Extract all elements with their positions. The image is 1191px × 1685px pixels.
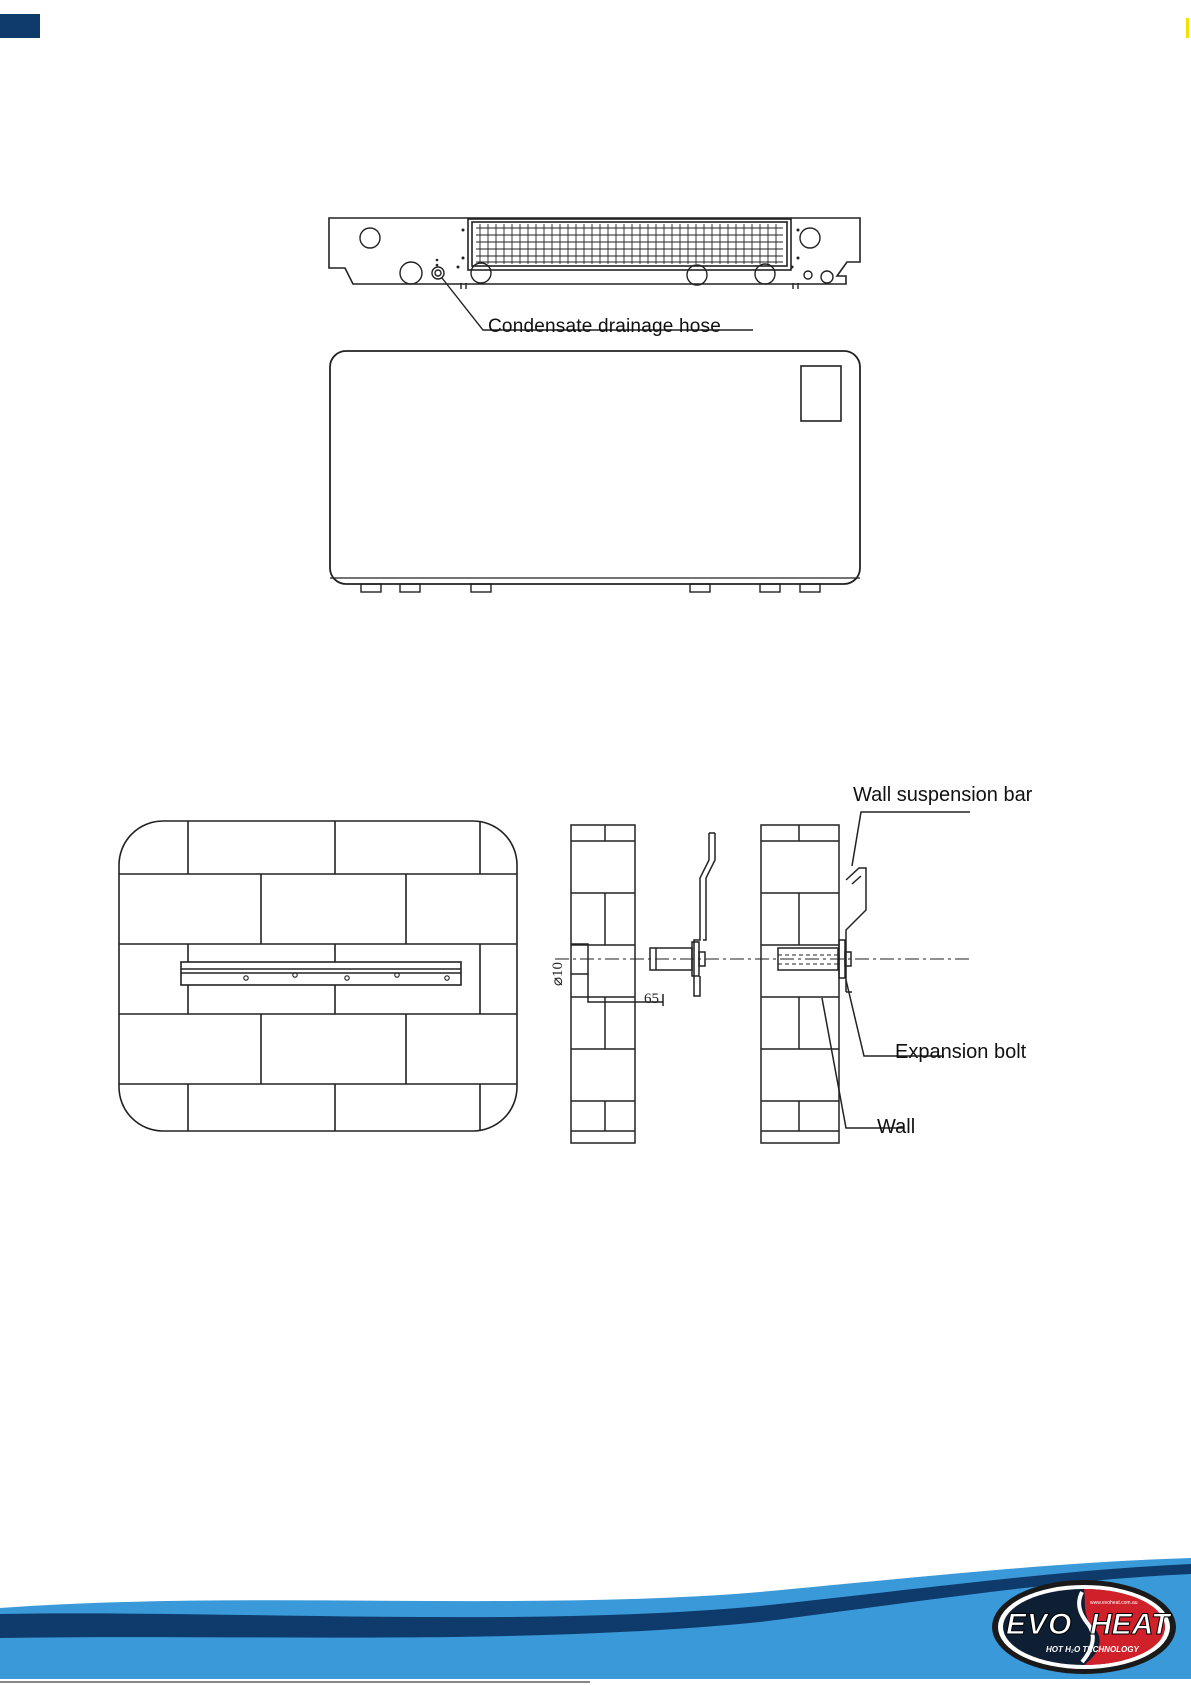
logo-brand-right: HEAT: [1090, 1608, 1170, 1641]
dimension-diameter-label: ⌀10: [550, 961, 566, 986]
condensate-drainage-hose-label: Condensate drainage hose: [488, 316, 721, 337]
corner-mark: [1186, 18, 1189, 38]
logo-tagline: HOT H₂O TECHNOLOGY: [1046, 1645, 1139, 1654]
corner-tab: [0, 14, 40, 38]
figure-unit-drain: [320, 210, 880, 600]
wall-label: Wall: [877, 1116, 916, 1138]
dimension-depth-label: 65: [644, 991, 659, 1007]
evoheat-logo: [990, 1578, 1178, 1676]
expansion-bolt-label: Expansion bolt: [895, 1041, 1027, 1063]
wall-suspension-bar-label: Wall suspension bar: [853, 784, 1033, 806]
figure-wall-installation: [110, 780, 970, 1155]
logo-website: www.evoheat.com.au: [1090, 1600, 1138, 1606]
logo-brand-left: EVO: [1006, 1608, 1073, 1641]
